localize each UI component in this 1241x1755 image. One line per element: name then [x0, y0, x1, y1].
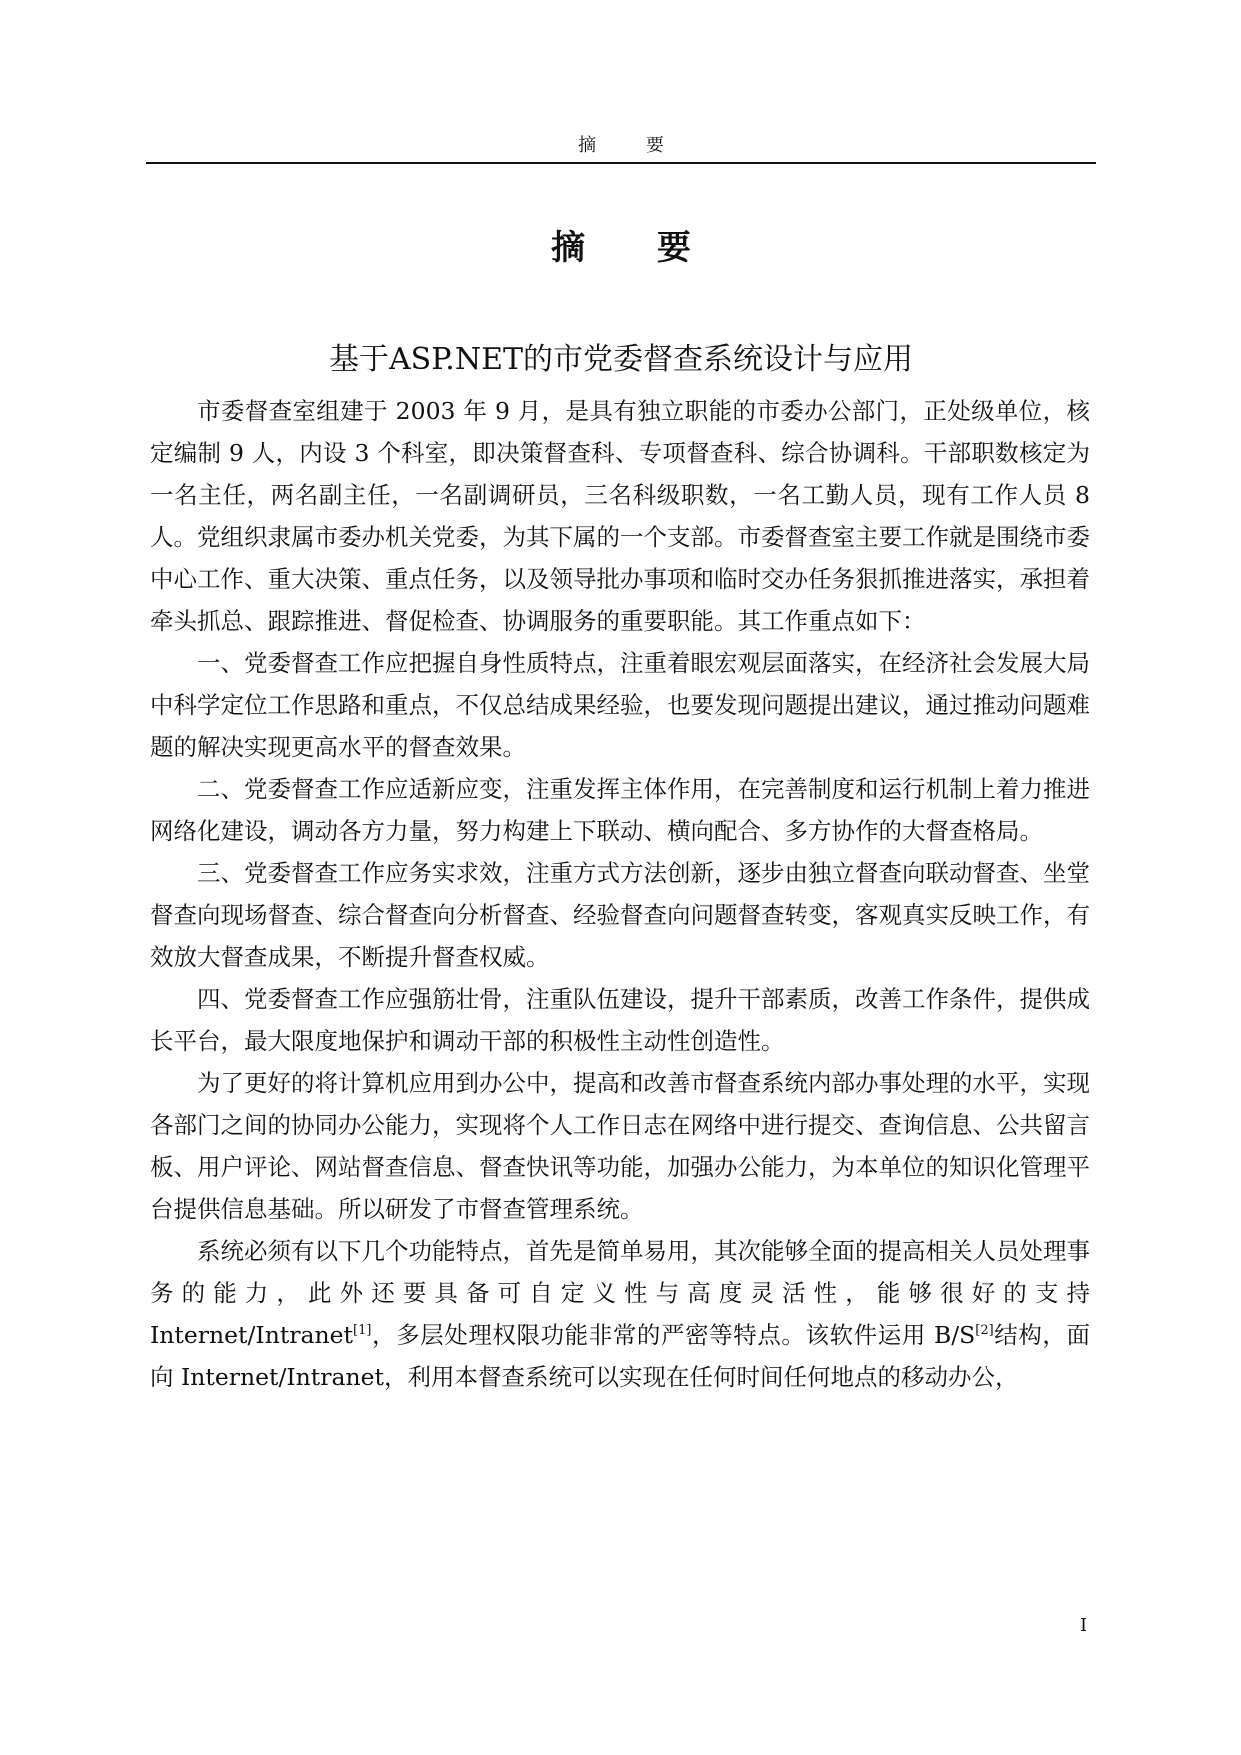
paragraph-point-1: 一、党委督查工作应把握自身性质特点，注重着眼宏观层面落实，在经济社会发展大局中科学定位工作思路和重点，不仅总结成果经验，也要发现问题提出建议，通过推动问题难题的解决实现更高水平的督查效果。	[150, 649, 1090, 761]
features-text-c: 结构，面向 Internet/Intranet，利用本督查系统可以实现在任何时间任何地点的移动办公，	[150, 1321, 1091, 1391]
page-number: I	[1080, 1615, 1088, 1636]
paragraph-purpose: 为了更好的将计算机应用到办公中，提高和改善市督查系统内部办事处理的水平，实现各部门之间的协同办公能力，实现将个人工作日志在网络中进行提交、查询信息、公共留言板、用户评论、网站督查信息、督查快讯等功能，加强办公能力，为本单位的知识化管理平台提供信息基础。所以研发了市督查管理系统。	[150, 1069, 1090, 1223]
header-rule	[146, 162, 1096, 164]
features-text-b: ，多层处理权限功能非常的严密等特点。该软件运用 B/S	[371, 1321, 976, 1349]
paragraph-point-3: 三、党委督查工作应务实求效，注重方式方法创新，逐步由独立督查向联动督查、坐堂督查向现场督查、综合督查向分析督查、经验督查向问题督查转变，客观真实反映工作，有效放大督查成果，不断提升督查权威。	[150, 859, 1090, 971]
running-header: 摘 要	[578, 135, 686, 156]
paragraph-point-2: 二、党委督查工作应适新应变，注重发挥主体作用，在完善制度和运行机制上着力推进网络化建设，调动各方力量，努力构建上下联动、横向配合、多方协作的大督查格局。	[150, 775, 1090, 845]
paragraph-point-4: 四、党委督查工作应强筋壮骨，注重队伍建设，提升干部素质，改善工作条件，提供成长平台，最大限度地保护和调动干部的积极性主动性创造性。	[150, 985, 1090, 1055]
thesis-title: 基于ASP.NET的市党委督查系统设计与应用	[328, 342, 914, 377]
citation-ref-1: [1]	[353, 1323, 372, 1339]
paragraph-intro: 市委督查室组建于 2003 年 9 月，是具有独立职能的市委办公部门，正处级单位，核定编制 9 人，内设 3 个科室，即决策督查科、专项督查科、综合协调科。干部职数核定为一名主任，两名副主任，一名副调研员，三名科级职数，一名工勤人员，现有工作人员 8 人。党组织隶属市委办机关党委，为其下属的一个支部。市委督查室主要工作就是围绕市委中心工作、重大决策、重点任务，以及领导批办事项和临时交办任务狠抓推进落实，承担着牵头抓总、跟踪推进、督促检查、协调服务的重要职能。其工作重点如下：	[150, 397, 1090, 635]
features-text-a: 系统必须有以下几个功能特点，首先是简单易用，其次能够全面的提高相关人员处理事务的能力，此外还要具备可自定义性与高度灵活性，能够很好的支持 Internet/Intranet	[150, 1237, 1090, 1349]
abstract-title: 摘 要	[551, 228, 721, 268]
abstract-body	[150, 390, 1090, 1398]
citation-ref-2: [2]	[975, 1323, 994, 1339]
paragraph-features	[150, 1230, 1090, 1398]
